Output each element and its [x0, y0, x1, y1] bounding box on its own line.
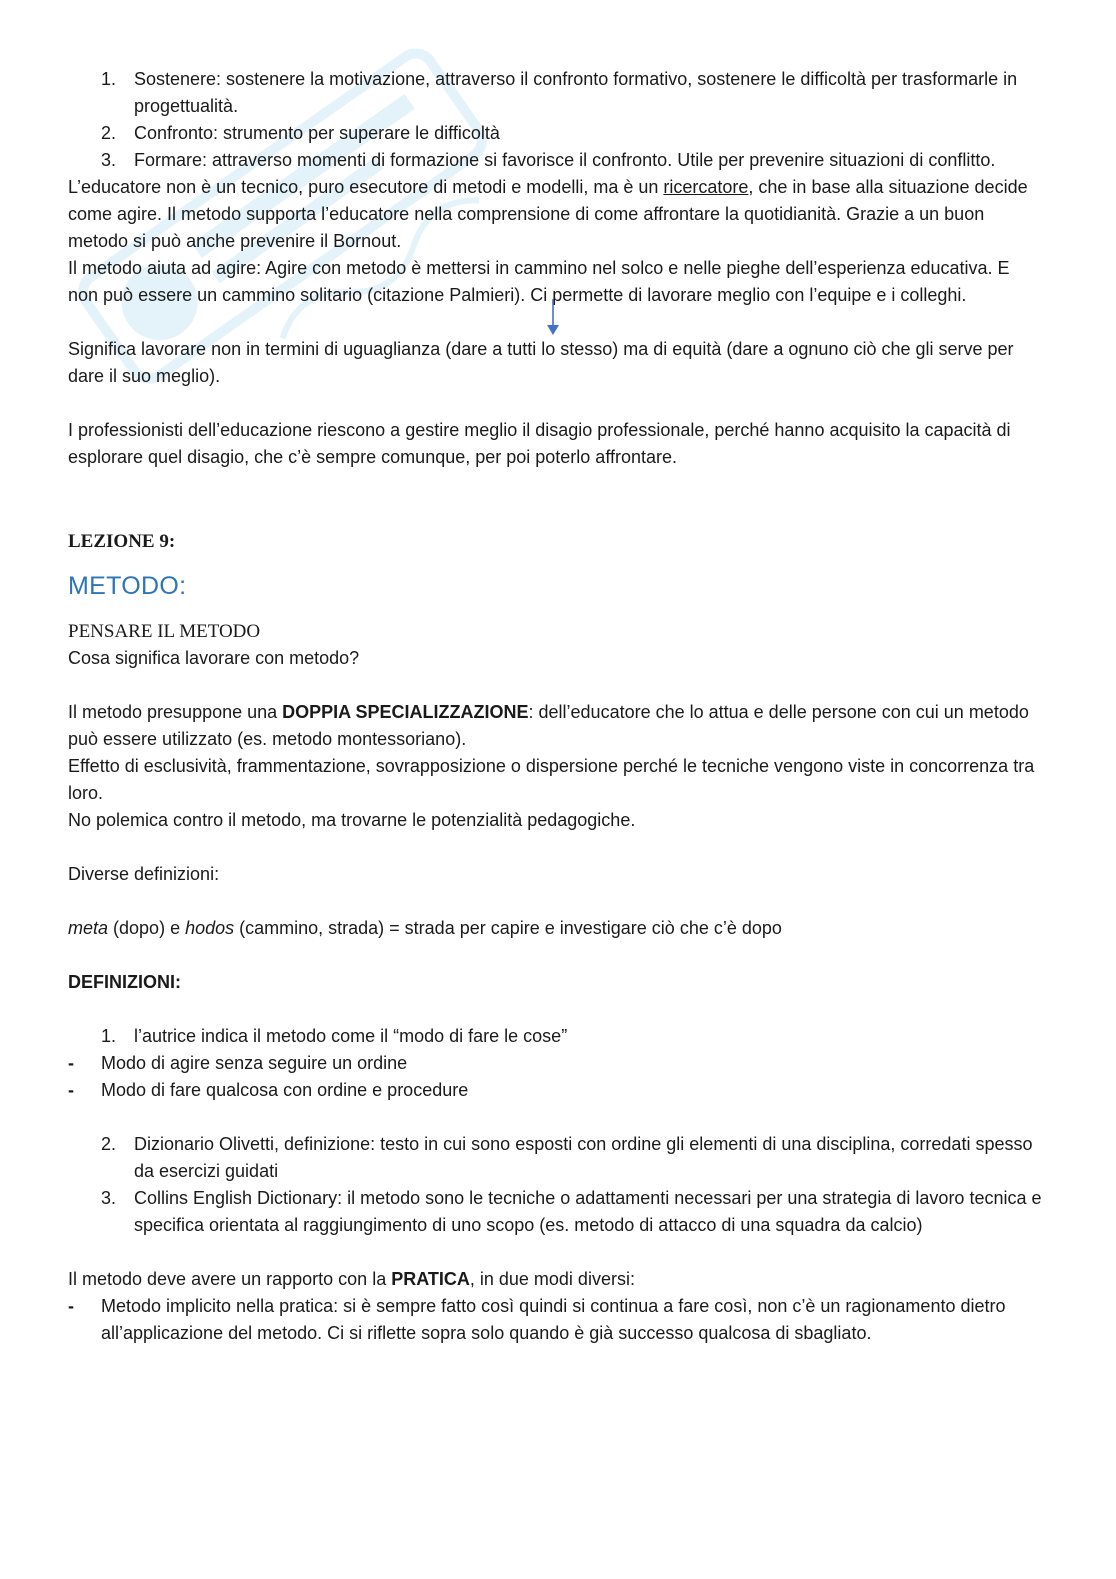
underlined-term: ricercatore: [663, 177, 749, 197]
pratica-dash-list: [68, 1293, 1043, 1347]
list-item: [68, 1050, 1043, 1077]
bold-heading: DEFINIZIONI:: [68, 972, 181, 992]
list-item-text: Confronto: strumento per superare le difficoltà: [134, 123, 500, 143]
list-item: [68, 66, 1043, 120]
text-span: Il metodo presuppone una: [68, 702, 283, 722]
list-item-text: Modo di agire senza seguire un ordine: [101, 1053, 408, 1073]
definitions-dash-list: [68, 1050, 1043, 1104]
list-number: 3.: [101, 150, 117, 170]
text-span: , che in base alla situazione decide come agire. Il metodo supporta l’educatore nella comprensione di come affrontare la quotidianità. Grazie a un buon metodo si può anche prevenire il Bornout.: [68, 177, 1028, 251]
list-item-text: Sostenere: sostenere la motivazione, attraverso il confronto formativo, sostenere le difficoltà per trasformarle in progettualità.: [134, 69, 1018, 116]
paragraph-polemica: No polemica contro il metodo, ma trovarne le potenzialità pedagogiche.: [68, 810, 636, 830]
list-item-text: Modo di fare qualcosa con ordine e procedure: [101, 1080, 469, 1100]
intro-numbered-list: [68, 66, 1043, 174]
document-content: [68, 66, 1043, 1347]
list-number: 1.: [101, 69, 117, 89]
question-text: Cosa significa lavorare con metodo?: [68, 648, 360, 668]
spacer: [68, 996, 1043, 1023]
italic-term: hodos: [185, 918, 235, 938]
paragraph-educatore: [68, 174, 1043, 255]
list-item: [68, 147, 1043, 174]
list-item-text: Metodo implicito nella pratica: si è sempre fatto così quindi si continua a fare così, non c’è un ragionamento dietro all’applicazione del metodo. Ci si riflette sopra solo quando è già successo qualcosa di sbagliato.: [101, 1296, 1006, 1343]
bold-term: PRATICA: [391, 1269, 470, 1289]
dash-bullet: -: [68, 1053, 74, 1073]
definizioni-heading: [68, 969, 1043, 996]
italic-term: meta: [68, 918, 109, 938]
paragraph-significa: Significa lavorare non in termini di uguaglianza (dare a tutti lo stesso) ma di equità (dare a ognuno ciò che gli serve per dare il suo meglio).: [68, 339, 1014, 386]
list-item: [68, 1293, 1043, 1347]
list-item: [68, 1077, 1043, 1104]
paragraph-pratica: [68, 1266, 1043, 1293]
spacer: [68, 1239, 1043, 1266]
text-span: : dell’educatore che lo attua e delle persone con cui un metodo può essere utilizzato (es. metodo montessoriano).: [68, 702, 1029, 749]
text-span: Il metodo deve avere un rapporto con la: [68, 1269, 392, 1289]
spacer: [68, 1104, 1043, 1131]
list-item-text: Collins English Dictionary: il metodo sono le tecniche o adattamenti necessari per una strategia di lavoro tecnica e specifica orientata al raggiungimento di uno scopo (es. metodo di attacco di una squadra da calcio): [134, 1188, 1042, 1235]
list-item: [68, 1185, 1043, 1239]
spacer: [68, 834, 1043, 861]
subheading-pensare: PENSARE IL METODO: [68, 621, 261, 642]
list-number: 2.: [101, 1134, 117, 1154]
text-span: (dopo) e: [108, 918, 186, 938]
list-item-text: Dizionario Olivetti, definizione: testo in cui sono esposti con ordine gli elementi di una disciplina, corredati spesso da esercizi guidati: [134, 1134, 1033, 1181]
dash-bullet: -: [68, 1080, 74, 1100]
down-arrow-icon: [543, 297, 563, 337]
text-span: (cammino, strada) = strada per capire e investigare ciò che c’è dopo: [234, 918, 782, 938]
definitions-list-2: [68, 1131, 1043, 1239]
list-item: [68, 1131, 1043, 1185]
spacer: [68, 672, 1043, 699]
spacer: [68, 888, 1043, 915]
list-number: 1.: [101, 1026, 117, 1046]
paragraph-etymology: [68, 915, 1043, 942]
paragraph-diverse: Diverse definizioni:: [68, 864, 220, 884]
section-heading-metodo: METODO:: [68, 572, 187, 600]
list-item: [68, 120, 1043, 147]
list-item-text: Formare: attraverso momenti di formazione si favorisce il confronto. Utile per prevenire situazioni di conflitto.: [134, 150, 996, 170]
bold-term: DOPPIA SPECIALIZZAZIONE: [282, 702, 529, 722]
dash-bullet: -: [68, 1296, 74, 1316]
arrow-row: [68, 309, 1043, 336]
paragraph-doppia: [68, 699, 1043, 753]
lesson-heading: LEZIONE 9:: [68, 531, 176, 552]
list-number: 2.: [101, 123, 117, 143]
list-item-text: l’autrice indica il metodo come il “modo di fare le cose”: [134, 1026, 568, 1046]
spacer: [68, 942, 1043, 969]
paragraph-effetto: Effetto di esclusività, frammentazione, sovrapposizione o dispersione perché le tecniche vengono viste in concorrenza tra loro.: [68, 756, 1035, 803]
paragraph-aiuta: Il metodo aiuta ad agire: Agire con metodo è mettersi in cammino nel solco e nelle pieghe dell’esperienza educativa. E non può essere un cammino solitario (citazione Palmieri). Ci permette di lavorare meglio con l’equipe e i colleghi.: [68, 258, 1010, 305]
definitions-list-1: [68, 1023, 1043, 1050]
text-span: L’educatore non è un tecnico, puro esecutore di metodi e modelli, ma è un: [68, 177, 664, 197]
text-span: , in due modi diversi:: [469, 1269, 635, 1289]
spacer: [68, 471, 1043, 525]
spacer: [68, 390, 1043, 417]
paragraph-professionisti: I professionisti dell’educazione riescono a gestire meglio il disagio professionale, perché hanno acquisito la capacità di esplorare quel disagio, che c’è sempre comunque, per poi poterlo affrontare.: [68, 420, 1011, 467]
list-number: 3.: [101, 1188, 117, 1208]
list-item: [68, 1023, 1043, 1050]
